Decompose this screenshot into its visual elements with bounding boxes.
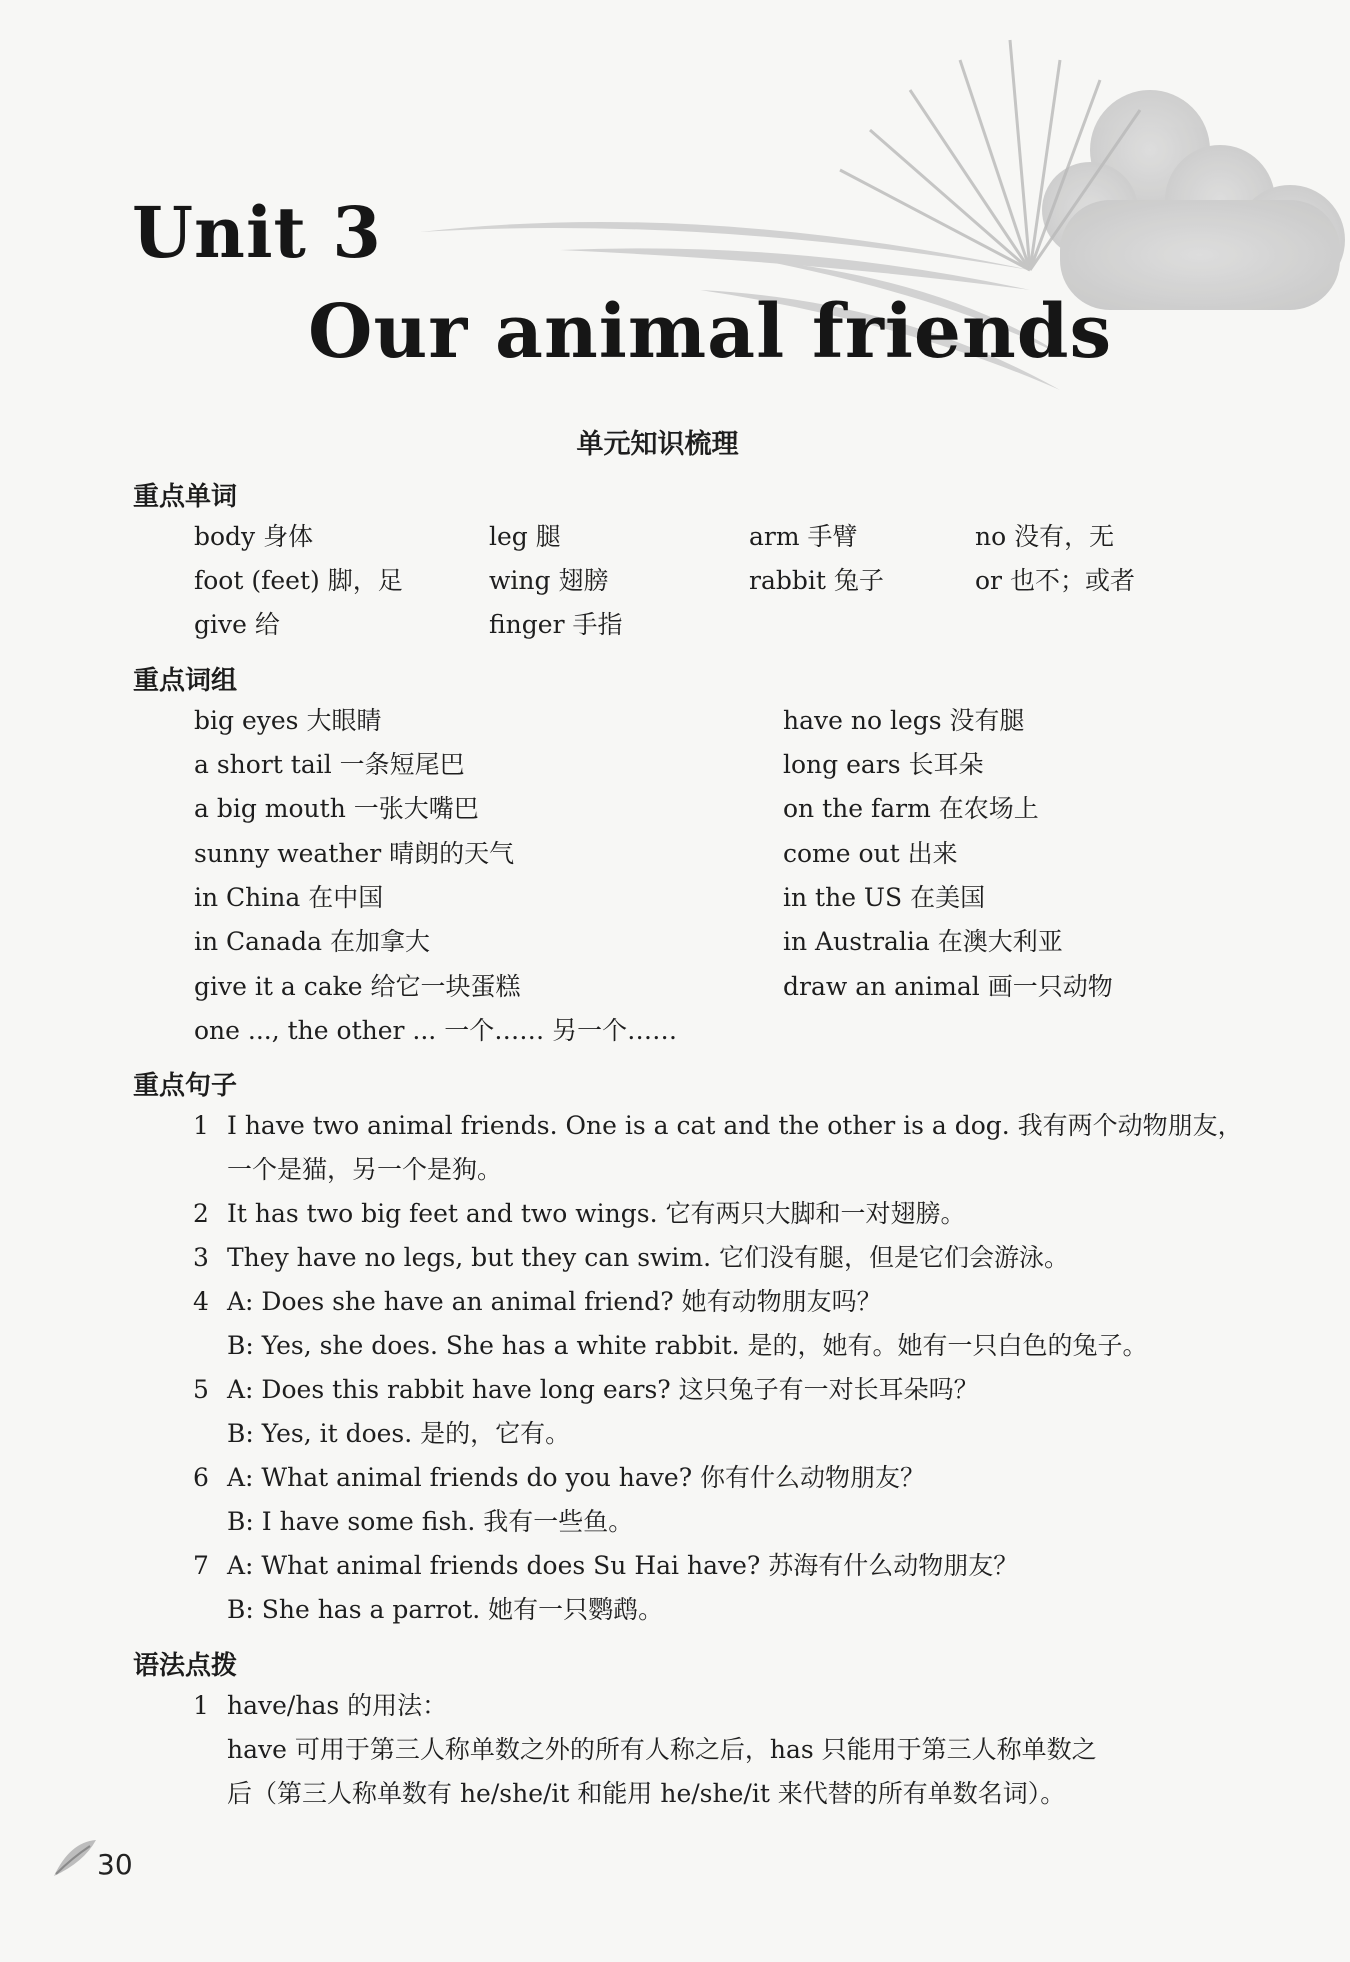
word-item: no 没有，无 [975,522,1115,551]
sentence-line: They have no legs, but they can swim. 它们没有腿，但是它们会游泳。 [227,1243,1070,1272]
sentence-number: 1 [193,1111,209,1140]
sentence-number: 2 [193,1199,209,1228]
word-item: give 给 [194,610,280,639]
phrase-item: in Canada 在加拿大 [194,927,430,956]
phrase-item: a big mouth 一张大嘴巴 [194,794,479,823]
sentence-number: 6 [193,1463,209,1492]
phrase-item: in the US 在美国 [783,883,986,912]
word-item: foot (feet) 脚，足 [194,566,403,595]
main-title: Our animal friends [308,289,1113,375]
sentence-line: A: Does she have an animal friend? 她有动物朋友吗？ [227,1287,882,1316]
phrase-item: have no legs 没有腿 [783,706,1025,735]
sentence-line: B: Yes, it does. 是的，它有。 [227,1419,571,1448]
unit-title: Unit 3 [132,191,382,274]
grammar-line: have 可用于第三人称单数之外的所有人称之后，has 只能用于第三人称单数之 [227,1735,1097,1764]
section-title: 单元知识梳理 [576,429,739,460]
word-item: arm 手臂 [749,522,858,551]
phrase-item: a short tail 一条短尾巴 [194,750,465,779]
word-item: finger 手指 [489,610,623,639]
phrase-item: in Australia 在澳大利亚 [783,927,1063,956]
heading-grammar: 语法点拨 [133,1651,238,1681]
sentence-number: 5 [193,1375,209,1404]
sentence-line: B: She has a parrot. 她有一只鹦鹉。 [227,1595,664,1624]
phrase-item: draw an animal 画一只动物 [783,972,1113,1001]
heading-key-sentences: 重点句子 [133,1071,238,1101]
phrase-item: sunny weather 晴朗的天气 [194,839,515,868]
grammar-line: have/has 的用法： [227,1691,448,1720]
sentence-line: It has two big feet and two wings. 它有两只大脚和一对翅膀。 [227,1199,966,1228]
page-number: 30 [97,1848,133,1881]
word-item: or 也不；或者 [975,566,1135,595]
phrase-item: in China 在中国 [194,883,384,912]
sentence-number: 7 [193,1551,209,1580]
phrase-item: one ..., the other ... 一个…… 另一个…… [194,1016,678,1045]
word-item: body 身体 [194,522,314,551]
word-item: rabbit 兔子 [749,566,884,595]
word-item: leg 腿 [489,522,561,551]
word-item: wing 翅膀 [489,566,609,595]
phrase-item: on the farm 在农场上 [783,794,1039,823]
grammar-line: 后（第三人称单数有 he/she/it 和能用 he/she/it 来代替的所有单数名词）。 [227,1779,1066,1808]
sentence-line: A: What animal friends does Su Hai have? 苏海有什么动物朋友？ [227,1551,1019,1580]
phrase-item: big eyes 大眼睛 [194,706,382,735]
leaf-icon [50,1836,100,1880]
phrase-item: give it a cake 给它一块蛋糕 [194,972,521,1001]
sentence-number: 3 [193,1243,209,1272]
phrase-item: long ears 长耳朵 [783,750,984,779]
sentence-line: B: Yes, she does. She has a white rabbit. 是的，她有。她有一只白色的兔子。 [227,1331,1148,1360]
sentence-line: 一个是猫，另一个是狗。 [227,1155,503,1184]
sentence-number: 4 [193,1287,209,1316]
phrase-item: come out 出来 [783,839,958,868]
grammar-number: 1 [193,1691,209,1720]
sentence-line: A: Does this rabbit have long ears? 这只兔子有一对长耳朵吗？ [227,1375,979,1404]
heading-key-phrases: 重点词组 [133,666,238,696]
sentence-line: B: I have some fish. 我有一些鱼。 [227,1507,634,1536]
heading-key-words: 重点单词 [133,482,238,512]
sentence-line: A: What animal friends do you have? 你有什么动物朋友？ [227,1463,926,1492]
sentence-line: I have two animal friends. One is a cat and the other is a dog. 我有两个动物朋友， [227,1111,1243,1140]
